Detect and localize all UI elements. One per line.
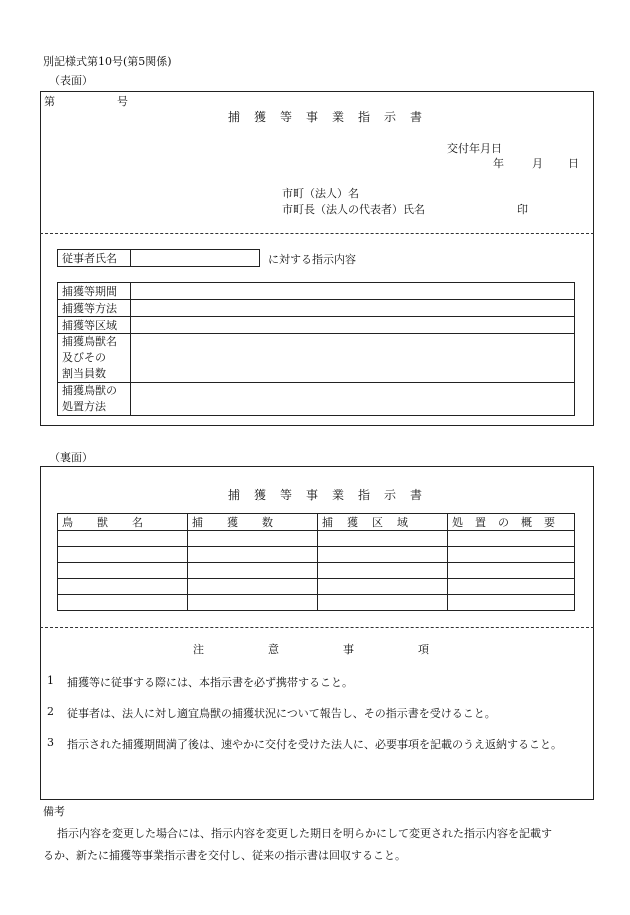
table-row [58, 283, 575, 300]
table-row [58, 334, 575, 383]
cell[interactable] [318, 579, 448, 595]
row-value[interactable] [131, 334, 575, 383]
cell[interactable] [318, 531, 448, 547]
issue-date-label: 交付年月日 [447, 142, 502, 155]
cell[interactable] [188, 579, 318, 595]
row-label: 捕獲等期間 [58, 283, 131, 300]
row-value[interactable] [131, 317, 575, 334]
cell[interactable] [58, 579, 188, 595]
cell[interactable] [448, 579, 575, 595]
note-text: 捕獲等に従事する際には、本指示書を必ず携帯すること。 [67, 676, 353, 689]
note-text: 従事者は、法人に対し適宜鳥獣の捕獲状況について報告し、その指示書を受けること。 [67, 707, 496, 720]
cell[interactable] [448, 547, 575, 563]
row-label-multiline [58, 334, 131, 383]
col-header: 処置の概要 [448, 514, 575, 531]
note-number: 2 [47, 705, 54, 718]
row-label-line: 捕獲鳥獣の [62, 384, 117, 397]
table-row [58, 563, 575, 579]
row-label-multiline [58, 383, 131, 416]
back-title: 捕獲等事業指示書 [228, 488, 437, 502]
year-label: 年 [493, 157, 504, 170]
table-row [58, 579, 575, 595]
front-divider [40, 233, 594, 234]
worker-field[interactable] [131, 250, 260, 267]
cell[interactable] [58, 531, 188, 547]
table-row [58, 383, 575, 416]
note-number: 1 [47, 674, 54, 687]
rep-name-label: 市町長（法人の代表者）氏名 [282, 203, 425, 216]
cell[interactable] [58, 547, 188, 563]
catch-table [57, 513, 575, 611]
cell[interactable] [318, 595, 448, 611]
worker-table [57, 249, 260, 267]
cell[interactable] [58, 595, 188, 611]
worker-label: 従事者氏名 [58, 250, 131, 267]
gou-label: 号 [117, 95, 128, 108]
table-header-row [58, 514, 575, 531]
corp-name-label: 市町（法人）名 [282, 187, 359, 200]
table-row [58, 317, 575, 334]
front-label: （表面） [49, 74, 93, 87]
row-label-line: 割当員数 [62, 367, 106, 380]
instruction-table [57, 282, 575, 416]
cell[interactable] [58, 563, 188, 579]
col-header: 捕獲区域 [318, 514, 448, 531]
remarks-title: 備考 [43, 805, 65, 818]
month-label: 月 [532, 157, 543, 170]
row-label-line: 捕獲鳥獣名 [62, 335, 117, 348]
table-row [58, 300, 575, 317]
row-value[interactable] [131, 300, 575, 317]
remarks-line: 指示内容を変更した場合には、指示内容を変更した期日を明らかにして変更された指示内容を記載す [57, 827, 552, 840]
row-value[interactable] [131, 283, 575, 300]
col-header: 捕獲数 [188, 514, 318, 531]
cell[interactable] [448, 595, 575, 611]
row-value[interactable] [131, 383, 575, 416]
form-id: 別記様式第10号(第5関係) [43, 55, 172, 68]
back-divider [40, 627, 594, 628]
row-label: 捕獲等区域 [58, 317, 131, 334]
table-row [58, 595, 575, 611]
back-label: （裏面） [49, 451, 93, 464]
cell[interactable] [188, 595, 318, 611]
seal-label: 印 [517, 203, 528, 216]
col-header: 鳥獣名 [58, 514, 188, 531]
day-label: 日 [568, 157, 579, 170]
note-number: 3 [47, 736, 54, 749]
cell[interactable] [448, 531, 575, 547]
front-title: 捕獲等事業指示書 [228, 110, 437, 124]
row-label-line: 及びその [62, 351, 106, 364]
cell[interactable] [318, 563, 448, 579]
cell[interactable] [448, 563, 575, 579]
cell[interactable] [188, 563, 318, 579]
instruction-suffix: に対する指示内容 [268, 253, 356, 266]
dai-label: 第 [44, 95, 55, 108]
cell[interactable] [318, 547, 448, 563]
table-row [58, 531, 575, 547]
table-row [58, 547, 575, 563]
remarks-line: るか、新たに捕獲等事業指示書を交付し、従来の指示書は回収すること。 [43, 849, 406, 862]
row-label-line: 処置方法 [62, 400, 106, 413]
cell[interactable] [188, 547, 318, 563]
row-label: 捕獲等方法 [58, 300, 131, 317]
notes-title: 注意事項 [193, 643, 493, 656]
note-text: 指示された捕獲期間満了後は、速やかに交付を受けた法人に、必要事項を記載のうえ返納すること。 [67, 738, 562, 751]
cell[interactable] [188, 531, 318, 547]
